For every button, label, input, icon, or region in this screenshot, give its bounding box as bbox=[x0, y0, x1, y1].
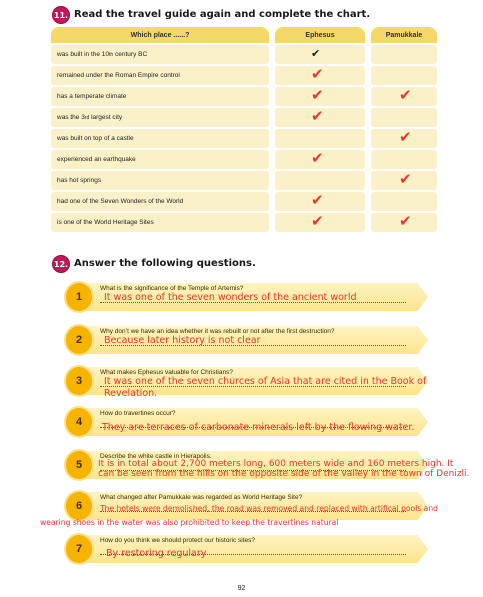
chart-row-question: is one of the World Heritage Sites bbox=[51, 213, 269, 232]
chart-row bbox=[51, 170, 437, 191]
answer-4: They are terraces of carbonate minerals left by the flowing water. bbox=[102, 422, 415, 433]
ephesus-cell bbox=[275, 213, 365, 232]
chart-row-question: had one of the Seven Wonders of the World bbox=[51, 192, 269, 211]
section-12-number: 12. bbox=[53, 259, 69, 269]
header-question: Which place ......? bbox=[51, 27, 269, 43]
answer-1: It was one of the seven wonders of the ancient world bbox=[104, 292, 357, 303]
chart-row bbox=[51, 86, 437, 107]
question-number-badge: 1 bbox=[66, 283, 92, 311]
check-mark-icon: ✔ bbox=[311, 65, 324, 83]
ephesus-cell bbox=[275, 150, 365, 169]
answer-5: It is in total about 2,700 meters long, 600 meters wide and 160 meters high. It can be seen from the hills on the opposite side of the valley in the town of Denizli. bbox=[98, 459, 470, 479]
check-mark-icon: ✔ bbox=[311, 149, 324, 167]
check-mark-icon: ✔ bbox=[399, 170, 412, 188]
question-number-badge: 4 bbox=[66, 408, 92, 436]
ephesus-cell bbox=[275, 66, 365, 85]
question-number-badge: 6 bbox=[66, 492, 92, 520]
ephesus-cell bbox=[275, 87, 365, 106]
header-ephesus: Ephesus bbox=[275, 27, 365, 43]
answer-7: By restoring regulary bbox=[106, 548, 207, 559]
answer-2: Because later history is not clear bbox=[104, 335, 261, 346]
chart-row bbox=[51, 65, 437, 86]
check-mark-icon: ✔ bbox=[311, 107, 324, 125]
pamukkale-cell bbox=[371, 150, 437, 169]
question-text: How do travertines occur? bbox=[100, 410, 176, 417]
chart-row-question: has a temperate climate bbox=[51, 87, 269, 106]
chart-row bbox=[51, 44, 437, 65]
check-mark-icon: ✔ bbox=[311, 86, 324, 104]
section-12-badge bbox=[52, 255, 70, 273]
section-11-number: 11. bbox=[53, 10, 69, 20]
answer-6: The hotels were demolished, the road was removed and replaced with artifical pools and wearing shoes in the water was also prohibited to keep the travertines natural bbox=[40, 504, 438, 527]
chart-row-question: has hot springs bbox=[51, 171, 269, 190]
check-mark-icon: ✔ bbox=[399, 86, 412, 104]
chart-row bbox=[51, 149, 437, 170]
answer-3: It was one of the seven churces of Asia that are cited in the Book of Revelation. bbox=[104, 376, 427, 399]
check-mark-icon: ✔ bbox=[311, 191, 324, 209]
chart-row bbox=[51, 128, 437, 149]
question-text: What changed after Pamukkale was regarded as World Heritage Site? bbox=[100, 494, 303, 501]
question-number-badge: 7 bbox=[66, 535, 92, 563]
pamukkale-cell bbox=[371, 192, 437, 211]
pamukkale-cell bbox=[371, 171, 437, 190]
pamukkale-cell bbox=[371, 87, 437, 106]
check-mark-icon: ✔ bbox=[399, 212, 412, 230]
question-text: How do you think we should protect our historic sites? bbox=[100, 537, 255, 544]
question-text: Describe the white castle in Hierapolis. bbox=[100, 453, 212, 460]
question-text: Why don’t we have an idea whether it was rebuilt or not after the first destruction? bbox=[100, 328, 335, 335]
check-mark-icon: ✔ bbox=[311, 47, 321, 60]
chart-row bbox=[51, 212, 437, 233]
chart-row-question: was the 3 rd largest city bbox=[51, 108, 269, 127]
pamukkale-cell bbox=[371, 108, 437, 127]
question-number-badge: 5 bbox=[66, 451, 92, 479]
header-pamukkale: Pamukkale bbox=[371, 27, 437, 43]
page-number: 92 bbox=[237, 585, 246, 592]
section-12-title: Answer the following questions. bbox=[74, 258, 256, 269]
ephesus-cell bbox=[275, 45, 365, 64]
question-number-badge: 3 bbox=[66, 367, 92, 395]
pamukkale-cell bbox=[371, 129, 437, 148]
section-11-badge bbox=[52, 6, 70, 24]
chart-row bbox=[51, 191, 437, 212]
ephesus-cell bbox=[275, 192, 365, 211]
pamukkale-cell bbox=[371, 45, 437, 64]
question-text: What is the significance of the Temple of Artemis? bbox=[100, 285, 244, 292]
ephesus-cell bbox=[275, 171, 365, 190]
check-mark-icon: ✔ bbox=[399, 128, 412, 146]
ephesus-cell bbox=[275, 129, 365, 148]
question-number-badge: 2 bbox=[66, 326, 92, 354]
chart-row-question: was built in the 10 th century BC bbox=[51, 45, 269, 64]
ephesus-cell bbox=[275, 108, 365, 127]
chart-row bbox=[51, 107, 437, 128]
pamukkale-cell bbox=[371, 66, 437, 85]
chart-row-question: remained under the Roman Empire control bbox=[51, 66, 269, 85]
pamukkale-cell bbox=[371, 213, 437, 232]
chart-row-question: was built on top of a castle bbox=[51, 129, 269, 148]
question-text: What makes Ephesus valuable for Christians? bbox=[100, 369, 233, 376]
section-11-title: Read the travel guide again and complete the chart. bbox=[74, 9, 371, 20]
check-mark-icon: ✔ bbox=[311, 212, 324, 230]
chart-row-question: experienced an earthquake bbox=[51, 150, 269, 169]
